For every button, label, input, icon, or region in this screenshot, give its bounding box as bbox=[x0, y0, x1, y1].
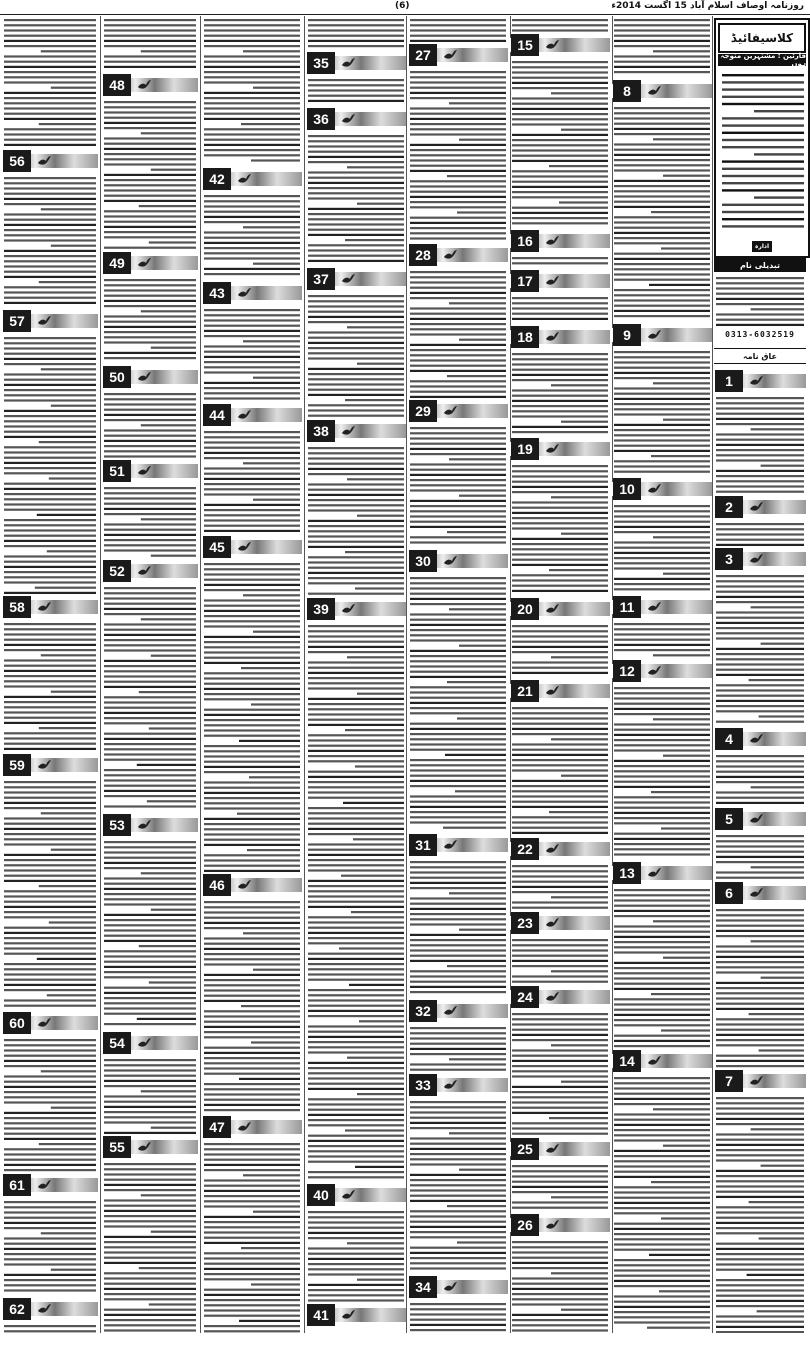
ad-text-lines bbox=[510, 862, 610, 910]
ad-text-lines bbox=[2, 1036, 98, 1172]
bird-icon bbox=[36, 313, 52, 329]
ad-number-badge: 48 bbox=[103, 74, 131, 96]
classified-column bbox=[202, 16, 302, 1333]
ad-number-badge: 58 bbox=[3, 596, 31, 618]
ad-number-badge: 9 bbox=[613, 324, 641, 346]
ad-number-badge: 18 bbox=[511, 326, 539, 348]
bird-icon bbox=[340, 111, 356, 127]
ad-text-lines bbox=[408, 1300, 508, 1333]
ad-number-badge: 29 bbox=[409, 400, 437, 422]
ad-number-badge: 31 bbox=[409, 834, 437, 856]
ad-number-badge: 17 bbox=[511, 270, 539, 292]
ad-text-lines bbox=[510, 350, 610, 436]
ad-text-lines bbox=[306, 76, 406, 106]
bird-icon bbox=[236, 285, 252, 301]
ad-text-lines bbox=[202, 560, 302, 872]
ad-text-lines bbox=[612, 348, 712, 476]
ad-text-lines bbox=[202, 898, 302, 1114]
ad-number-badge: 11 bbox=[613, 596, 641, 618]
column-rule bbox=[406, 16, 407, 1333]
ad-number-badge: 16 bbox=[511, 230, 539, 252]
ad-number-badge: 28 bbox=[409, 244, 437, 266]
ad-text-lines bbox=[2, 1198, 98, 1296]
ad-text-lines bbox=[408, 68, 508, 242]
ad-text-lines bbox=[510, 294, 610, 324]
ad-number-badge: 4 bbox=[715, 728, 743, 750]
bird-icon bbox=[136, 563, 152, 579]
ad-text-lines bbox=[408, 858, 508, 998]
ad-number-badge: 57 bbox=[3, 310, 31, 332]
ad-number-badge: 26 bbox=[511, 1214, 539, 1236]
bird-icon bbox=[442, 403, 458, 419]
date-line: روزنامہ اوصاف اسلام آباد 15 اگست 2014ء bbox=[611, 1, 804, 11]
classified-column bbox=[408, 16, 508, 1333]
ad-number-badge: 24 bbox=[511, 986, 539, 1008]
ad-number-badge: 38 bbox=[307, 420, 335, 442]
section-name-change: تبدیلی نام bbox=[714, 258, 806, 272]
bird-icon bbox=[544, 915, 560, 931]
bird-icon bbox=[136, 817, 152, 833]
bird-icon bbox=[36, 1177, 52, 1193]
classified-column bbox=[306, 16, 406, 1333]
ad-text-lines bbox=[510, 462, 610, 596]
ad-text-lines bbox=[612, 620, 712, 658]
bird-icon bbox=[136, 77, 152, 93]
bird-icon bbox=[340, 1307, 356, 1323]
ad-number-badge: 25 bbox=[511, 1138, 539, 1160]
ad-text-lines bbox=[102, 584, 198, 812]
ad-number-badge: 3 bbox=[715, 548, 743, 570]
ad-text-lines bbox=[306, 132, 406, 266]
ad-text-lines bbox=[2, 334, 98, 594]
ad-text-lines bbox=[102, 838, 198, 1030]
bird-icon bbox=[36, 1015, 52, 1031]
bird-icon bbox=[340, 1187, 356, 1203]
column-rule bbox=[100, 16, 101, 1333]
bird-icon bbox=[442, 247, 458, 263]
bird-icon bbox=[442, 837, 458, 853]
bird-icon bbox=[544, 273, 560, 289]
ad-number-badge: 7 bbox=[715, 1070, 743, 1092]
bird-icon bbox=[544, 1141, 560, 1157]
ad-number-badge: 61 bbox=[3, 1174, 31, 1196]
ad-text-lines bbox=[408, 1024, 508, 1072]
ad-number-badge: 22 bbox=[511, 838, 539, 860]
ad-number-badge: 6 bbox=[715, 882, 743, 904]
ad-text-lines bbox=[2, 16, 98, 148]
classified-column bbox=[612, 16, 712, 1333]
ad-text-lines bbox=[612, 16, 712, 78]
ad-text-lines bbox=[102, 16, 198, 72]
ad-text-lines bbox=[102, 1056, 198, 1134]
ad-text-lines bbox=[510, 58, 610, 228]
ad-text-lines bbox=[202, 306, 302, 402]
ad-number-badge: 44 bbox=[203, 404, 231, 426]
ad-number-badge: 34 bbox=[409, 1276, 437, 1298]
bird-icon bbox=[442, 47, 458, 63]
classified-column bbox=[2, 16, 98, 1333]
ad-number-badge: 46 bbox=[203, 874, 231, 896]
ad-number-badge: 1 bbox=[715, 370, 743, 392]
bird-icon bbox=[136, 1035, 152, 1051]
bird-icon bbox=[236, 539, 252, 555]
bird-icon bbox=[646, 1053, 662, 1069]
ad-number-badge: 53 bbox=[103, 814, 131, 836]
ad-number-badge: 51 bbox=[103, 460, 131, 482]
bird-icon bbox=[136, 255, 152, 271]
notice-text-block bbox=[714, 0, 806, 1345]
column-rule bbox=[200, 16, 201, 1333]
bird-icon bbox=[36, 1301, 52, 1317]
ad-text-lines bbox=[306, 292, 406, 418]
ad-text-lines bbox=[2, 1322, 98, 1333]
bird-icon bbox=[36, 599, 52, 615]
ad-text-lines bbox=[714, 364, 806, 368]
bird-icon bbox=[442, 1279, 458, 1295]
bird-icon bbox=[236, 1119, 252, 1135]
ad-number-badge: 54 bbox=[103, 1032, 131, 1054]
bird-icon bbox=[646, 865, 662, 881]
ad-number-badge: 36 bbox=[307, 108, 335, 130]
ad-text-lines bbox=[306, 1208, 406, 1302]
classified-title: کلاسیفائیڈ bbox=[718, 23, 806, 53]
ad-number-badge: 14 bbox=[613, 1050, 641, 1072]
ad-text-lines bbox=[102, 390, 198, 458]
bird-icon bbox=[340, 601, 356, 617]
phone-number: 0313-6032519 bbox=[725, 330, 795, 339]
bird-icon bbox=[36, 757, 52, 773]
ad-text-lines bbox=[408, 424, 508, 548]
ad-text-lines bbox=[202, 1140, 302, 1333]
ad-text-lines bbox=[510, 1010, 610, 1136]
masthead-strip bbox=[0, 0, 810, 15]
ad-number-badge: 12 bbox=[613, 660, 641, 682]
ad-text-lines bbox=[510, 254, 610, 268]
ad-text-lines bbox=[612, 886, 712, 1048]
bird-icon bbox=[236, 407, 252, 423]
section-lost-notice: عاق نامہ bbox=[714, 348, 806, 364]
ad-number-badge: 56 bbox=[3, 150, 31, 172]
ad-text-lines bbox=[510, 622, 610, 678]
bird-icon bbox=[646, 663, 662, 679]
column-rule bbox=[304, 16, 305, 1333]
ad-number-badge: 43 bbox=[203, 282, 231, 304]
bird-icon bbox=[442, 553, 458, 569]
ad-number-badge: 2 bbox=[715, 496, 743, 518]
ad-number-badge: 59 bbox=[3, 754, 31, 776]
bird-icon bbox=[646, 599, 662, 615]
ad-number-badge: 62 bbox=[3, 1298, 31, 1320]
classified-column bbox=[510, 16, 610, 1333]
bird-icon bbox=[544, 233, 560, 249]
ad-number-badge: 32 bbox=[409, 1000, 437, 1022]
ad-number-badge: 10 bbox=[613, 478, 641, 500]
ad-text-lines bbox=[306, 622, 406, 1182]
page-number: (6) bbox=[395, 1, 410, 11]
ad-text-lines bbox=[202, 192, 302, 280]
bird-icon bbox=[544, 683, 560, 699]
bird-icon bbox=[136, 369, 152, 385]
bird-icon bbox=[340, 423, 356, 439]
bird-icon bbox=[544, 37, 560, 53]
ad-number-badge: 8 bbox=[613, 80, 641, 102]
ad-number-badge: 45 bbox=[203, 536, 231, 558]
bird-icon bbox=[136, 1139, 152, 1155]
ad-text-lines bbox=[510, 704, 610, 836]
bird-icon bbox=[544, 329, 560, 345]
ad-number-badge: 39 bbox=[307, 598, 335, 620]
ad-number-badge: 5 bbox=[715, 808, 743, 830]
ad-number-badge: 47 bbox=[203, 1116, 231, 1138]
ad-number-badge: 42 bbox=[203, 168, 231, 190]
ad-text-lines bbox=[102, 98, 198, 250]
ad-text-lines bbox=[2, 778, 98, 1010]
bird-icon bbox=[544, 441, 560, 457]
bird-icon bbox=[340, 55, 356, 71]
bird-icon bbox=[236, 171, 252, 187]
ad-text-lines bbox=[306, 1328, 406, 1333]
ad-text-lines bbox=[102, 484, 198, 558]
ad-text-lines bbox=[510, 16, 610, 32]
ad-text-lines bbox=[2, 174, 98, 308]
ad-text-lines bbox=[612, 1074, 712, 1333]
ad-number-badge: 35 bbox=[307, 52, 335, 74]
ad-number-badge: 41 bbox=[307, 1304, 335, 1326]
ad-text-lines bbox=[102, 276, 198, 364]
ad-number-badge: 37 bbox=[307, 268, 335, 290]
ad-number-badge: 49 bbox=[103, 252, 131, 274]
ad-text-lines bbox=[408, 574, 508, 832]
ad-number-badge: 60 bbox=[3, 1012, 31, 1034]
bird-icon bbox=[442, 1003, 458, 1019]
ad-text-lines bbox=[306, 16, 406, 50]
ad-number-badge: 50 bbox=[103, 366, 131, 388]
ad-number-badge: 15 bbox=[511, 34, 539, 56]
ad-number-badge: 27 bbox=[409, 44, 437, 66]
bird-icon bbox=[236, 877, 252, 893]
ad-text-lines bbox=[612, 684, 712, 860]
ad-number-badge: 40 bbox=[307, 1184, 335, 1206]
ad-text-lines bbox=[408, 1098, 508, 1274]
ad-text-lines bbox=[510, 1238, 610, 1333]
ad-number-badge: 55 bbox=[103, 1136, 131, 1158]
bird-icon bbox=[544, 1217, 560, 1233]
column-rule bbox=[712, 16, 713, 1333]
classified-column bbox=[102, 16, 198, 1333]
ad-text-lines bbox=[510, 936, 610, 984]
bird-icon bbox=[544, 841, 560, 857]
bird-icon bbox=[646, 83, 662, 99]
ad-number-badge: 13 bbox=[613, 862, 641, 884]
bird-icon bbox=[136, 463, 152, 479]
bird-icon bbox=[544, 601, 560, 617]
ad-text-lines bbox=[612, 502, 712, 594]
ad-text-lines bbox=[2, 620, 98, 752]
ad-text-lines bbox=[510, 1162, 610, 1212]
bird-icon bbox=[340, 271, 356, 287]
ad-text-lines bbox=[202, 428, 302, 534]
ad-text-lines bbox=[408, 16, 508, 42]
classified-stamp: ادارہ bbox=[752, 241, 772, 252]
bird-icon bbox=[646, 481, 662, 497]
bird-icon bbox=[544, 989, 560, 1005]
ad-text-lines bbox=[306, 444, 406, 596]
classified-subtitle: قارئین : مشتہرین متوجہ ہوں bbox=[718, 54, 806, 66]
ad-number-badge: 52 bbox=[103, 560, 131, 582]
bird-icon bbox=[442, 1077, 458, 1093]
ad-text-lines bbox=[202, 16, 302, 166]
ad-text-lines bbox=[408, 268, 508, 398]
ad-text-lines bbox=[102, 1160, 198, 1333]
ad-number-badge: 33 bbox=[409, 1074, 437, 1096]
ad-number-badge: 23 bbox=[511, 912, 539, 934]
bird-icon bbox=[646, 327, 662, 343]
ad-text-lines bbox=[612, 104, 712, 322]
ad-number-badge: 21 bbox=[511, 680, 539, 702]
bird-icon bbox=[36, 153, 52, 169]
ad-number-badge: 20 bbox=[511, 598, 539, 620]
ad-number-badge: 19 bbox=[511, 438, 539, 460]
ad-number-badge: 30 bbox=[409, 550, 437, 572]
